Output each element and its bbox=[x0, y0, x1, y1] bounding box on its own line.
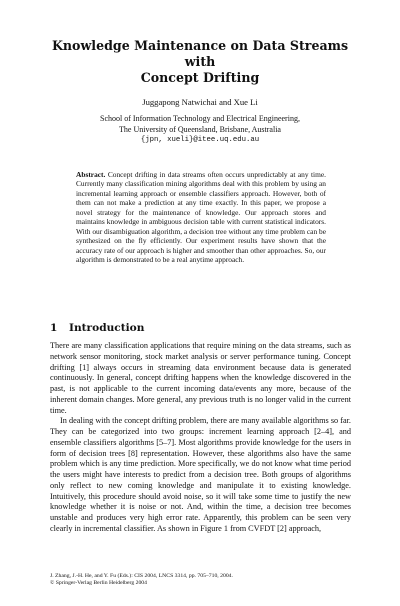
introduction-body bbox=[50, 341, 351, 535]
intro-paragraph-2: In dealing with the concept drifting problem, there are many available algorithms so far. They can be categorized into two groups: increment learning approach [2–4], and ensemble classifiers algorithms [5–7]. Most algorithms provide knowledge for the users in form of decision trees [8] representation. However, these algorithms also have the same problem which is any time prediction. More specifically, we do not know what time period the users might have interests to predict from a decision tree. Both groups of algorithms only reflect to new coming knowledge and manipulate it to existing knowledge. Intuitively, this procedure should avoid noise, so it will take some time to justify the new knowledge whether it is noise or not. And, within the time, a decision tree becomes unstable and produces very high error rate. Apparently, this problem can be seen very clearly in incremental classifier. As shown in Figure 1 from CVFDT [2] approach, bbox=[50, 416, 351, 533]
affiliation-line-1: School of Information Technology and Electrical Engineering, bbox=[100, 114, 300, 123]
intro-paragraph-1: There are many classification applications that require mining on the data streams, such as network sensor monitoring, stock market analysis or server performance tuning. Concept drifting [1] always occurs in streaming data environment because data is generated continuously. In general, concept drifting happens when the knowledge discovered in the past, is not applicable to the current incoming data/events any more, because of the inherent domain changes. More general, any previous truth is no longer valid in the current time. bbox=[50, 341, 351, 415]
footnote-citation: J. Zhang, J.-H. He, and Y. Fu (Eds.): CIS 2004, LNCS 3314, pp. 705–710, 2004. bbox=[50, 573, 233, 579]
section-title: Introduction bbox=[69, 322, 145, 334]
abstract-label: Abstract. bbox=[76, 170, 106, 179]
title-line-2: Concept Drifting bbox=[140, 70, 260, 85]
section-number: 1 bbox=[50, 322, 58, 334]
publication-footnote bbox=[50, 573, 351, 588]
affiliation-line-2: The University of Queensland, Brisbane, Australia bbox=[119, 124, 281, 134]
footnote-copyright: © Springer-Verlag Berlin Heidelberg 2004 bbox=[50, 580, 147, 587]
affiliation bbox=[40, 114, 360, 146]
author-list: Juggapong Natwichai and Xue Li bbox=[142, 97, 258, 107]
section-heading-introduction bbox=[50, 322, 144, 334]
abstract bbox=[76, 170, 326, 265]
abstract-text: Concept drifting in data streams often occurs unpredictably at any time. Currently many classification mining algorithms deal with this problem by using an incremental learning approach or ensemble classifiers approach. However, both of them can not make a prediction at any time exactly. In this paper, we propose a novel strategy for the maintenance of knowledge. Our approach stores and maintains knowledge in ambiguous decision table with current statistical indicators. With our disambiguation algorithm, a decision tree without any time problem can be synthesized on the fly efficiently. Our experiment results have shown that the accuracy rate of our approach is higher and smoother than other approaches. So, our algorithm is demonstrated to be a real anytime approach. bbox=[76, 170, 326, 265]
paper-title bbox=[40, 38, 360, 86]
title-line-1: Knowledge Maintenance on Data Streams with bbox=[51, 38, 349, 69]
author-email: {jpn, xueli}@itee.uq.edu.au bbox=[140, 136, 260, 144]
